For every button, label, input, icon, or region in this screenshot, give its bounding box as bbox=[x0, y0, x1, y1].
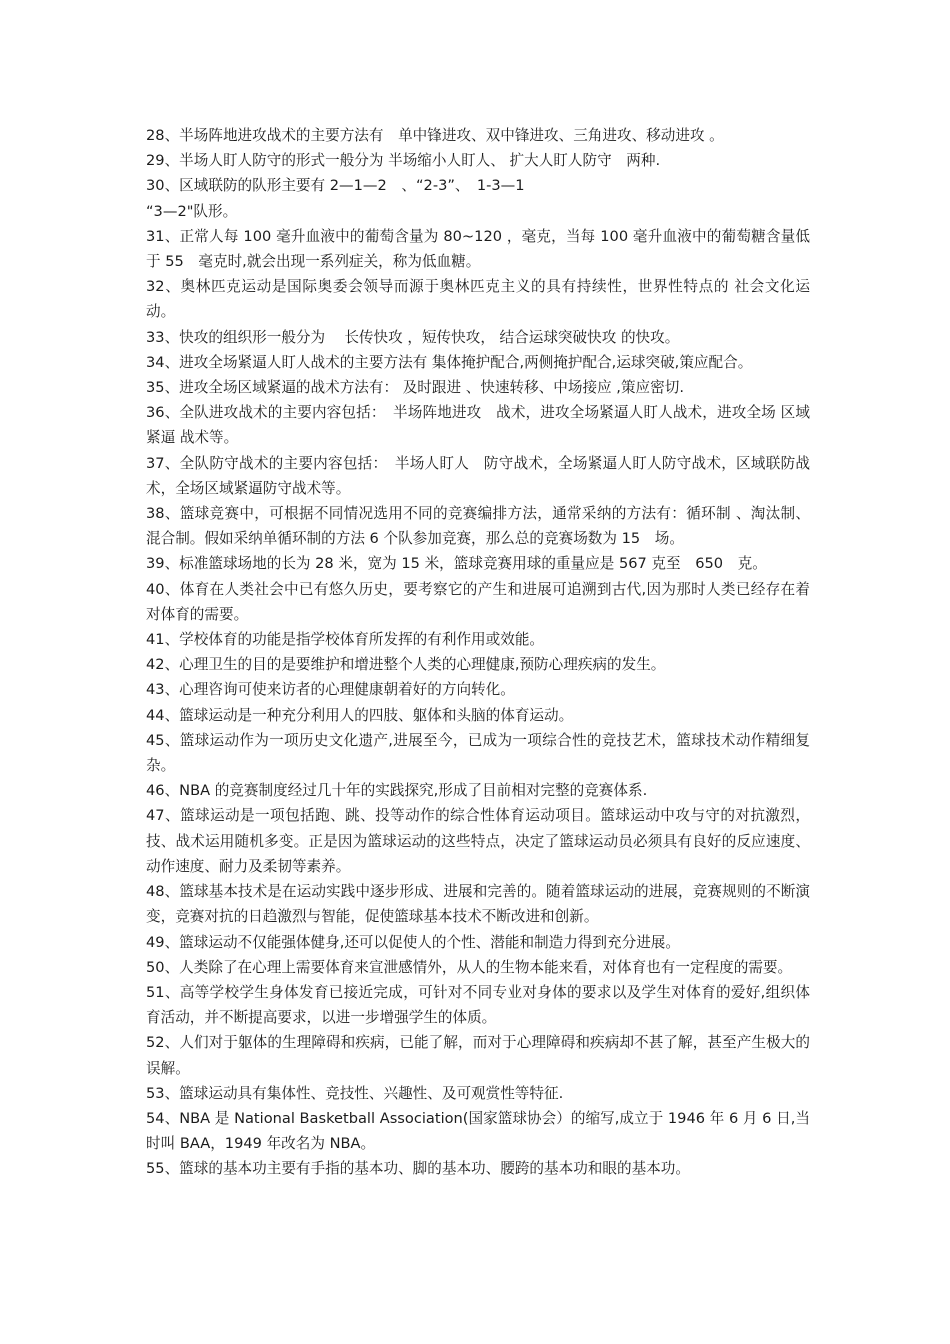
paragraph-35: 35、进攻全场区域紧逼的战术方法有： 及时跟进 、快速转移、中场接应 ,策应密切. bbox=[146, 379, 684, 397]
paragraph-43: 43、心理咨询可使来访者的心理健康朝着好的方向转化。 bbox=[146, 681, 515, 699]
document-body bbox=[146, 123, 810, 1182]
paragraph-40: 40、体育在人类社会中已有悠久历史，要考察它的产生和进展可追溯到古代,因为那时人类已经存在着对体育的需要。 bbox=[146, 580, 810, 623]
paragraph-28: 28、半场阵地进攻战术的主要方法有 单中锋进攻、双中锋进攻、三角进攻、移动进攻 。 bbox=[146, 127, 724, 144]
paragraph-42: 42、心理卫生的目的是要维护和增进整个人类的心理健康,预防心理疾病的发生。 bbox=[146, 656, 666, 674]
paragraph-33: 33、快攻的组织形一般分为 长传快攻 ，短传快攻， 结合运球突破快攻 的快攻。 bbox=[146, 328, 680, 346]
paragraph-54: 54、NBA 是 National Basketball Association(国家篮球协会）的缩写,成立于 1946 年 6 月 6 日,当时叫 BAA，1949 年改名为 NBA。 bbox=[146, 1109, 810, 1153]
paragraph-38: 38、篮球竞赛中，可根据不同情况选用不同的竞赛编排方法，通常采纳的方法有：循环制 、淘汰制、混合制。假如采纳单循环制的方法 6 个队参加竞赛，那么总的竞赛场数为 15 场。 bbox=[146, 505, 810, 548]
paragraph-37: 37、全队防守战术的主要内容包括： 半场人盯人 防守战术，全场紧逼人盯人防守战术，区域联防战术，全场区域紧逼防守战术等。 bbox=[146, 454, 810, 497]
paragraph-39: 39、标准篮球场地的长为 28 米，宽为 15 米，篮球竞赛用球的重量应是 567 克至 650 克。 bbox=[146, 555, 767, 573]
paragraph-52: 52、人们对于躯体的生理障碍和疾病，已能了解，而对于心理障碍和疾病却不甚了解，甚至产生极大的误解。 bbox=[146, 1034, 810, 1077]
paragraph-48: 48、篮球基本技术是在运动实践中逐步形成、进展和完善的。随着篮球运动的进展，竞赛规则的不断演变，竞赛对抗的日趋激烈与智能，促使篮球基本技术不断改进和创新。 bbox=[146, 883, 810, 926]
paragraph-44: 44、篮球运动是一种充分利用人的四肢、躯体和头脑的体育运动。 bbox=[146, 706, 574, 724]
paragraph-32: 32、奥林匹克运动是国际奥委会领导而源于奥林匹克主义的具有持续性，世界性特点的 社会文化运动。 bbox=[146, 278, 810, 321]
paragraph-49: 49、篮球运动不仅能强体健身,还可以促使人的个性、潜能和制造力得到充分进展。 bbox=[146, 933, 680, 951]
paragraph-47: 47、篮球运动是一项包括跑、跳、投等动作的综合性体育运动项目。篮球运动中攻与守的对抗激烈，技、战术运用随机多变。正是因为篮球运动的这些特点，决定了篮球运动员必须具有良好的反应速度、动作速度、耐力及柔韧等素养。 bbox=[146, 807, 810, 875]
paragraph-36: 36、全队进攻战术的主要内容包括： 半场阵地进攻 战术，进攻全场紧逼人盯人战术，进攻全场 区域紧逼 战术等。 bbox=[146, 404, 810, 447]
paragraph-41: 41、学校体育的功能是指学校体育所发挥的有利作用或效能。 bbox=[146, 631, 545, 649]
paragraph-55: 55、篮球的基本功主要有手指的基本功、脚的基本功、腰跨的基本功和眼的基本功。 bbox=[146, 1160, 690, 1178]
paragraph-45: 45、篮球运动作为一项历史文化遗产,进展至今，已成为一项综合性的竞技艺术，篮球技术动作精细复杂。 bbox=[146, 731, 810, 775]
paragraph-31: 31、正常人每 100 毫升血液中的葡萄含量为 80~120 ，毫克，当每 100 毫升血液中的葡萄糖含量低于 55 毫克时,就会出现一系列症关，称为低血糖。 bbox=[146, 227, 810, 271]
paragraph-46: 46、NBA 的竞赛制度经过几十年的实践探究,形成了目前相对完整的竞赛体系. bbox=[146, 782, 648, 800]
paragraph-30: 30、区域联防的队形主要有 2—1—2 、“2-3”、 1-3—1 “3—2"队形。 bbox=[146, 177, 525, 220]
paragraph-29: 29、半场人盯人防守的形式一般分为 半场缩小人盯人、 扩大人盯人防守 两种. bbox=[146, 152, 661, 170]
paragraph-51: 51、高等学校学生身体发育已接近完成，可针对不同专业对身体的要求以及学生对体育的爱好,组织体育活动，并不断提高要求，以进一步增强学生的体质。 bbox=[146, 983, 810, 1027]
paragraph-53: 53、篮球运动具有集体性、竞技性、兴趣性、及可观赏性等特征. bbox=[146, 1084, 564, 1102]
paragraph-50: 50、人类除了在心理上需要体育来宣泄感情外，从人的生物本能来看，对体育也有一定程度的需要。 bbox=[146, 958, 793, 976]
paragraph-34: 34、进攻全场紧逼人盯人战术的主要方法有 集体掩护配合,两侧掩护配合,运球突破,策应配合。 bbox=[146, 353, 753, 371]
